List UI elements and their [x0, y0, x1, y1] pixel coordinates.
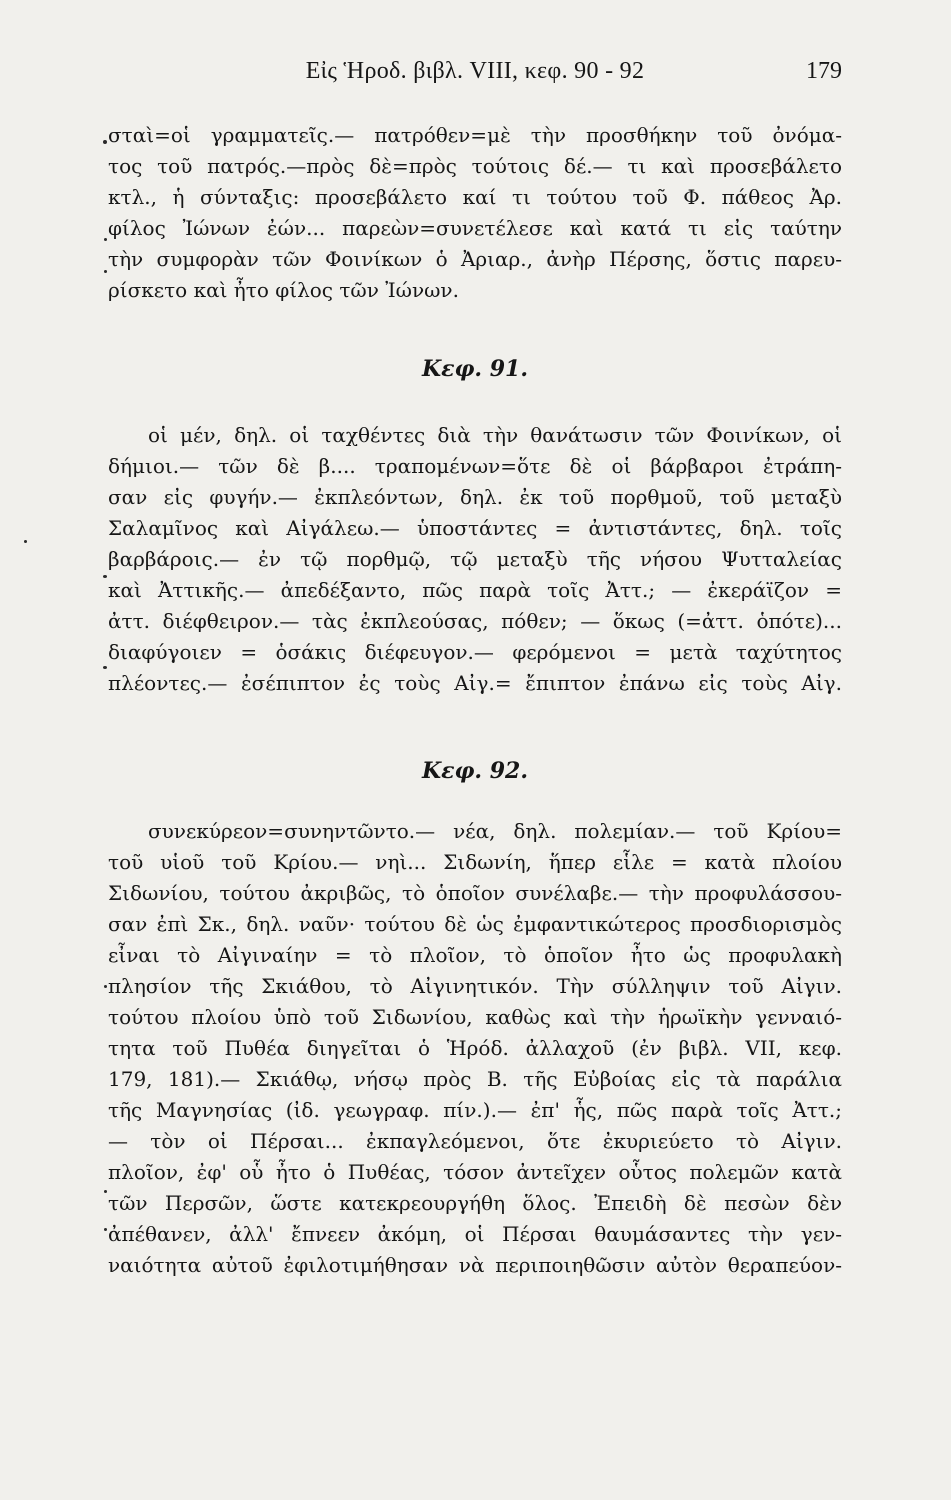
text-line: ἀπέθανεν, ἀλλ' ἔπνεεν ἀκόμη, οἱ Πέρσαι θαυμάσαντες τὴν γεν-	[108, 1222, 842, 1246]
scan-speck	[104, 238, 107, 241]
text-line: βαρβάροις.— ἐν τῷ πορθμῷ, τῷ μεταξὺ τῆς νήσου Ψυτταλείας	[108, 547, 842, 571]
commentary-block-90	[108, 120, 842, 306]
text-line: οἱ μέν, δηλ. οἱ ταχθέντες διὰ τὴν θανάτωσιν τῶν Φοινίκων, οἱ	[148, 423, 842, 447]
text-line: πλέοντες.— ἐσέπιπτον ἐς τοὺς Αἰγ.= ἔπιπτον ἐπάνω εἰς τοὺς Αἰγ.	[108, 671, 842, 695]
text-line: τῆς Μαγνησίας (ἰδ. γεωγραφ. πίν.).— ἐπ' ἧς, πῶς παρὰ τοῖς Ἀττ.;	[108, 1098, 842, 1122]
commentary-block-91	[108, 420, 842, 699]
scan-speck	[103, 666, 107, 669]
text-line: ναιότητα αὐτοῦ ἐφιλοτιμήθησαν νὰ περιποιηθῶσιν αὐτὸν θεραπεύον-	[108, 1253, 842, 1277]
commentary-block-92	[108, 816, 842, 1281]
text-line: πλοῖον, ἐφ' οὗ ἦτο ὁ Πυθέας, τόσον ἀντεῖχεν οὗτος πολεμῶν κατὰ	[108, 1160, 842, 1184]
scan-speck	[24, 540, 27, 543]
text-line: συνεκύρεον=συνηντῶντο.— νέα, δηλ. πολεμίαν.— τοῦ Κρίου=	[148, 819, 842, 843]
text-line: δήμιοι.— τῶν δὲ β.... τραπομένων=ὅτε δὲ οἱ βάρβαροι ἐτράπη-	[108, 454, 842, 478]
chapter-heading-92: Κεφ. 92.	[422, 758, 528, 784]
text-line: σαν εἰς φυγήν.— ἐκπλεόντων, δηλ. ἐκ τοῦ πορθμοῦ, τοῦ μεταξὺ	[108, 485, 842, 509]
scan-speck	[104, 985, 107, 988]
scan-speck	[104, 270, 107, 273]
text-line: τοῦ υἱοῦ τοῦ Κρίου.— νηὶ... Σιδωνίη, ἥπερ εἷλε = κατὰ πλοίου	[108, 850, 842, 874]
text-line: πλησίον τῆς Σκιάθου, τὸ Αἰγινητικόν. Τὴν σύλληψιν τοῦ Αἰγιν.	[108, 974, 842, 998]
scan-speck	[103, 575, 107, 578]
chapter-heading-91: Κεφ. 91.	[422, 356, 528, 382]
text-line: τος τοῦ πατρός.—πρὸς δὲ=πρὸς τούτοις δέ.— τι καὶ προσεβάλετο	[108, 154, 842, 178]
text-line: κτλ., ἡ σύνταξις: προσεβάλετο καί τι τούτου τοῦ Φ. πάθεος Ἀρ.	[108, 185, 842, 209]
text-line: Σαλαμῖνος καὶ Αἰγάλεω.— ὑποστάντες = ἀντιστάντες, δηλ. τοῖς	[108, 516, 842, 540]
text-line: τούτου πλοίου ὑπὸ τοῦ Σιδωνίου, καθὼς καὶ τὴν ἡρωϊκὴν γενναιό-	[108, 1005, 842, 1029]
page-number: 179	[806, 58, 842, 84]
scan-speck	[104, 1228, 107, 1231]
page-header	[108, 58, 842, 98]
text-line: τὴν συμφορὰν τῶν Φοινίκων ὁ Ἀριαρ., ἀνὴρ Πέρσης, ὅστις παρευ-	[108, 247, 842, 271]
text-line: ἀττ. διέφθειρον.— τὰς ἐκπλεούσας, πόθεν; — ὅκως (=ἀττ. ὁπότε)...	[108, 609, 842, 633]
text-line: Σιδωνίου, τούτου ἀκριβῶς, τὸ ὁποῖον συνέλαβε.— τὴν προφυλάσσου-	[108, 881, 842, 905]
text-line: σταὶ=οἱ γραμματεῖς.— πατρόθεν=μὲ τὴν προσθήκην τοῦ ὀνόμα-	[108, 123, 842, 147]
text-line: — τὸν οἱ Πέρσαι... ἐκπαγλεόμενοι, ὅτε ἐκυριεύετο τὸ Αἰγιν.	[108, 1129, 842, 1153]
text-line: διαφύγοιεν = ὁσάκις διέφευγον.— φερόμενοι = μετὰ ταχύτητος	[108, 640, 842, 664]
text-line: εἶναι τὸ Αἰγιναίην = τὸ πλοῖον, τὸ ὁποῖον ἦτο ὡς προφυλακὴ	[108, 943, 842, 967]
text-line: 179, 181).— Σκιάθῳ, νήσῳ πρὸς Β. τῆς Εὐβοίας εἰς τὰ παράλια	[108, 1067, 842, 1091]
text-line: τῶν Περσῶν, ὥστε κατεκρεουργήθη ὅλος. Ἐπειδὴ δὲ πεσὼν δὲν	[108, 1191, 842, 1215]
text-line: ρίσκετο καὶ ἦτο φίλος τῶν Ἰώνων.	[108, 278, 459, 302]
text-line: φίλος Ἰώνων ἐών... παρεὼν=συνετέλεσε καὶ κατά τι εἰς ταύτην	[108, 216, 842, 240]
running-head: Εἰς Ἡροδ. βιβλ. VIII, κεφ. 90 - 92	[305, 58, 645, 84]
scan-speck	[104, 1190, 107, 1193]
text-line: καὶ Ἀττικῆς.— ἀπεδέξαντο, πῶς παρὰ τοῖς Ἀττ.; — ἐκεράϊζον =	[108, 578, 842, 602]
text-line: σαν ἐπὶ Σκ., δηλ. ναῦν· τούτου δὲ ὡς ἐμφαντικώτερος προσδιορισμὸς	[108, 912, 842, 936]
text-line: τητα τοῦ Πυθέα διηγεῖται ὁ Ἡρόδ. ἀλλαχοῦ (ἐν βιβλ. VII, κεφ.	[108, 1036, 842, 1060]
scan-speck	[103, 140, 107, 144]
